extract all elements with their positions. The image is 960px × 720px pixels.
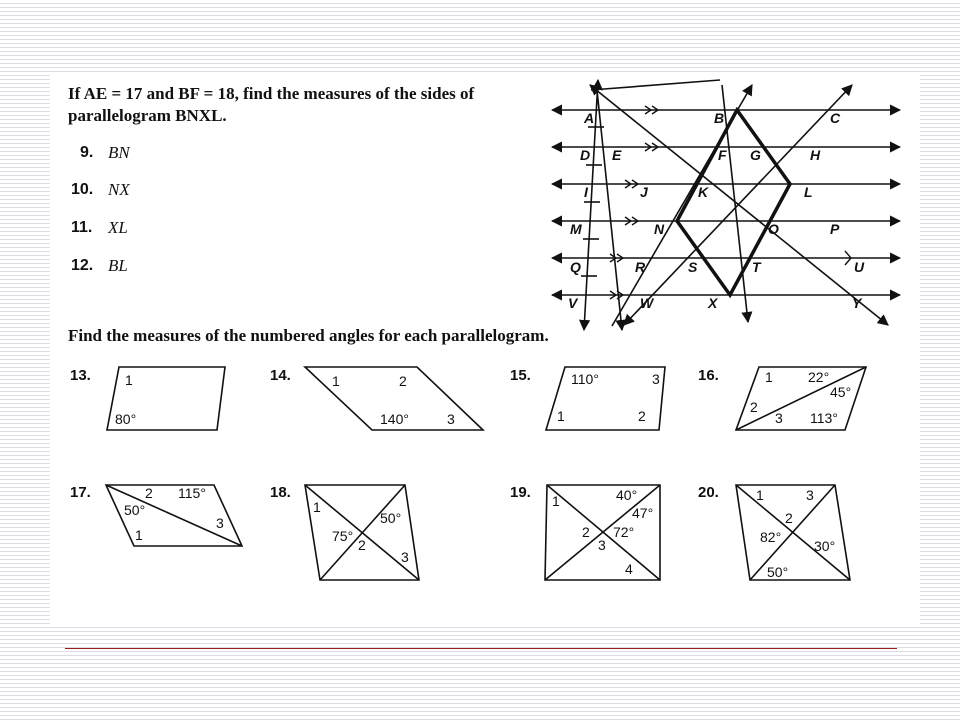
question-text: XL: [108, 218, 128, 237]
angle-label: 80°: [115, 411, 137, 427]
angle-label: 1: [135, 527, 143, 543]
angle-label: 2: [750, 399, 758, 415]
point-label: Y: [852, 295, 862, 311]
angle-label: 140°: [380, 411, 409, 427]
question-number: 11.: [71, 219, 93, 236]
point-labels: [568, 110, 865, 311]
point-label: U: [854, 259, 865, 275]
angle-label: 3: [598, 537, 606, 553]
angle-label: 3: [401, 549, 409, 565]
point-label: N: [654, 221, 665, 237]
point-label: M: [570, 221, 582, 237]
angle-label: 1: [552, 493, 560, 509]
point-label: C: [830, 110, 841, 126]
parallel-lines-diagram: [552, 80, 900, 330]
angle-label: 82°: [760, 529, 782, 545]
angle-label: 3: [216, 515, 224, 531]
point-label: S: [688, 259, 698, 275]
point-label: O: [768, 221, 779, 237]
point-label: A: [584, 110, 595, 126]
angle-label: 75°: [332, 528, 354, 544]
parallel-marks: [610, 106, 851, 299]
problem-number: 19.: [510, 484, 531, 501]
point-label: P: [830, 221, 840, 237]
angle-label: 45°: [830, 384, 852, 400]
problem-number: 17.: [70, 484, 91, 501]
angle-label: 50°: [124, 502, 146, 518]
question-text: BL: [108, 256, 128, 275]
point-label: G: [750, 147, 761, 163]
point-label: W: [640, 295, 654, 311]
angle-label: 40°: [616, 487, 638, 503]
transversal-aw: [597, 90, 622, 330]
question-text: NX: [108, 180, 130, 199]
problem-number: 13.: [70, 367, 91, 384]
angle-label: 2: [582, 524, 590, 540]
angle-label: 47°: [632, 505, 654, 521]
angle-label: 50°: [767, 564, 789, 580]
angle-label: 113°: [810, 410, 838, 426]
angle-label: 50°: [380, 510, 402, 526]
angle-label: 1: [125, 372, 133, 388]
question-number: 12.: [71, 257, 94, 274]
transversal-aw-2: [591, 80, 720, 90]
problem-number: 14.: [270, 367, 291, 384]
question-number: 9.: [80, 144, 94, 161]
point-label: Q: [570, 259, 581, 275]
problem-number: 16.: [698, 367, 719, 384]
question-number: 10.: [71, 181, 94, 198]
angle-label: 1: [557, 408, 565, 424]
point-label: J: [640, 184, 648, 200]
point-label: K: [698, 184, 709, 200]
point-label: D: [580, 147, 591, 163]
angle-label: 2: [785, 510, 793, 526]
angle-label: 3: [775, 410, 783, 426]
transversal-cw: [624, 85, 852, 325]
point-label: I: [584, 184, 588, 200]
angle-label: 22°: [808, 369, 830, 385]
point-label: V: [568, 295, 578, 311]
angle-label: 2: [399, 373, 407, 389]
problem-number: 18.: [270, 484, 291, 501]
angle-label: 1: [756, 487, 764, 503]
angle-label: 2: [358, 537, 366, 553]
point-label: E: [612, 147, 622, 163]
point-label: T: [752, 259, 761, 275]
point-label: X: [708, 295, 718, 311]
angle-label: 1: [332, 373, 340, 389]
instruction-line-1: If AE = 17 and BF = 18, find the measures of the sides of: [68, 84, 475, 103]
point-label: R: [635, 259, 646, 275]
instruction-line-2: parallelogram BNXL.: [68, 106, 227, 125]
angle-label: 110°: [571, 371, 599, 387]
question-text: BN: [108, 143, 130, 162]
angle-label: 1: [313, 499, 321, 515]
angle-label: 2: [638, 408, 646, 424]
problem-number: 20.: [698, 484, 719, 501]
point-label: F: [718, 147, 727, 163]
angle-label: 3: [652, 371, 660, 387]
angle-label: 30°: [814, 538, 836, 554]
angle-label: 3: [447, 411, 455, 427]
problem-number: 15.: [510, 367, 531, 384]
angle-label: 115°: [178, 485, 206, 501]
angle-label: 1: [765, 369, 773, 385]
point-label: B: [714, 110, 725, 126]
angle-label: 3: [806, 487, 814, 503]
point-label: L: [804, 184, 813, 200]
instruction-angles: Find the measures of the numbered angles for each parallelogram.: [68, 326, 549, 345]
angle-label: 72°: [613, 524, 635, 540]
angle-label: 4: [625, 561, 633, 577]
point-label: H: [810, 147, 821, 163]
angle-label: 2: [145, 485, 153, 501]
